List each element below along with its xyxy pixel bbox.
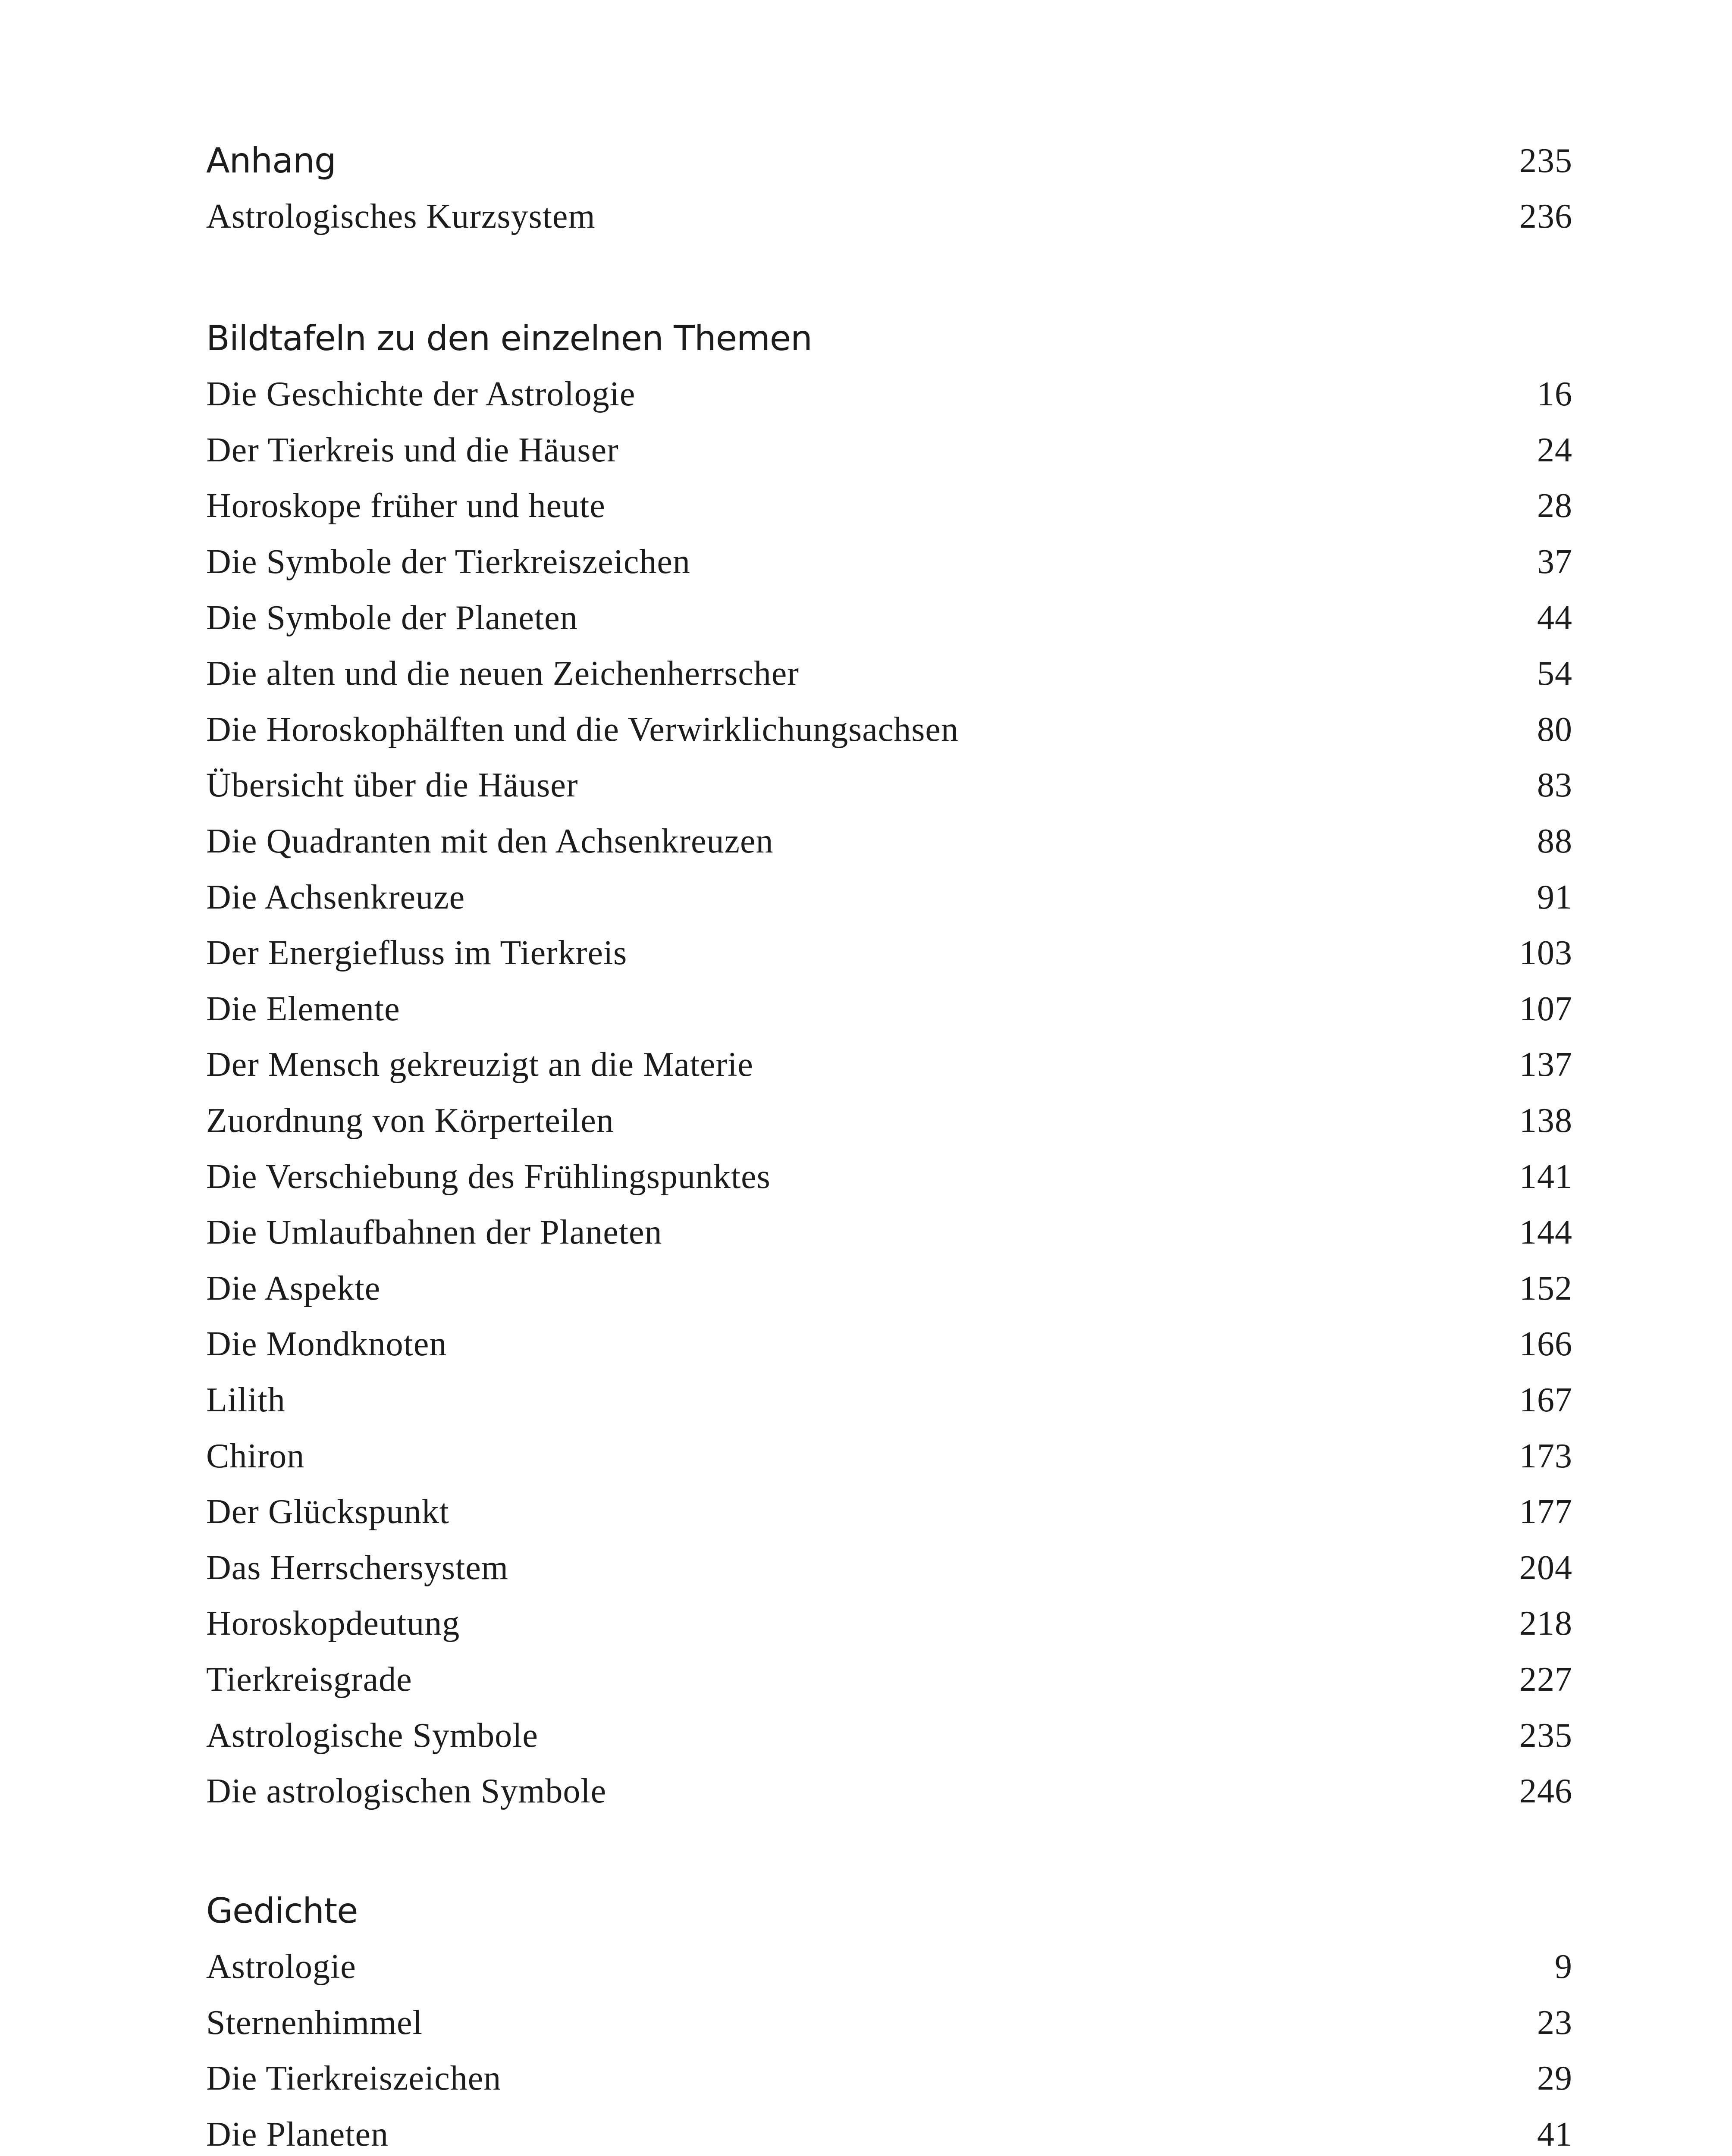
entry-title: Lilith: [206, 1381, 286, 1419]
toc-entry: [206, 1652, 1572, 1708]
toc-entry: [206, 981, 1572, 1037]
toc-entry-list: [206, 1939, 1572, 2156]
toc-entry: [206, 646, 1572, 702]
entry-title: Chiron: [206, 1437, 305, 1475]
entry-title: Die Quadranten mit den Achsenkreuzen: [206, 822, 774, 861]
entry-title: Das Herrschersystem: [206, 1548, 508, 1587]
entry-title: Der Glückspunkt: [206, 1493, 449, 1531]
page-number: 218: [1519, 1604, 1572, 1643]
page-number: 44: [1537, 599, 1572, 637]
toc-entry: [206, 925, 1572, 981]
page-number: 88: [1537, 822, 1572, 861]
toc-entry: [206, 1708, 1572, 1764]
toc-entry: [206, 702, 1572, 758]
toc-entry: [206, 1261, 1572, 1317]
toc-entry-list: [206, 189, 1572, 245]
entry-title: Die Symbole der Tierkreiszeichen: [206, 543, 690, 581]
entry-title: Horoskopdeutung: [206, 1604, 460, 1643]
section-heading-row: [206, 133, 1572, 189]
toc-entry: [206, 1205, 1572, 1261]
page-number: 177: [1519, 1493, 1572, 1531]
entry-title: Zuordnung von Körperteilen: [206, 1102, 614, 1140]
page-number: 246: [1519, 1772, 1572, 1811]
page-number: 29: [1537, 2059, 1572, 2098]
section-heading: Gedichte: [206, 1891, 358, 1931]
entry-title: Der Energiefluss im Tierkreis: [206, 934, 628, 972]
toc-section-gedichte: [206, 1883, 1572, 2156]
page-number: 167: [1519, 1381, 1572, 1419]
toc-entry: [206, 1037, 1572, 1093]
toc-entry: [206, 2107, 1572, 2156]
page-number: 236: [1519, 197, 1572, 236]
page-number: 204: [1519, 1548, 1572, 1587]
entry-title: Die Mondknoten: [206, 1325, 447, 1363]
entry-title: Die alten und die neuen Zeichenherrscher: [206, 655, 799, 693]
entry-title: Die Achsenkreuze: [206, 878, 465, 916]
entry-title: Übersicht über die Häuser: [206, 766, 578, 805]
toc-entry: [206, 1428, 1572, 1484]
page-number: 9: [1555, 1948, 1572, 1986]
toc-entry-list: [206, 367, 1572, 1819]
toc-entry: [206, 590, 1572, 646]
toc-entry: [206, 1149, 1572, 1205]
page-number: 235: [1519, 141, 1572, 180]
entry-title: Die Horoskophälften und die Verwirklichungsachsen: [206, 710, 959, 749]
page-number: 141: [1519, 1157, 1572, 1196]
page-number: 166: [1519, 1325, 1572, 1363]
page-number: 173: [1519, 1437, 1572, 1475]
entry-title: Horoskope früher und heute: [206, 487, 606, 525]
page-number: 24: [1537, 431, 1572, 469]
page-number: 16: [1537, 375, 1572, 414]
entry-title: Astrologie: [206, 1948, 356, 1986]
toc-entry: [206, 1540, 1572, 1596]
toc-entry: [206, 423, 1572, 479]
toc-entry: [206, 367, 1572, 423]
entry-title: Der Mensch gekreuzigt an die Materie: [206, 1046, 753, 1084]
entry-title: Die Umlaufbahnen der Planeten: [206, 1213, 662, 1252]
toc-entry: [206, 814, 1572, 870]
toc-entry: [206, 2051, 1572, 2107]
toc-entry: [206, 189, 1572, 245]
entry-title: Tierkreisgrade: [206, 1660, 412, 1698]
entry-title: Astrologische Symbole: [206, 1716, 538, 1755]
toc-entry: [206, 758, 1572, 814]
entry-title: Sternenhimmel: [206, 2003, 423, 2042]
entry-title: Die Symbole der Planeten: [206, 599, 578, 637]
toc-entry: [206, 1093, 1572, 1149]
toc-entry: [206, 1484, 1572, 1540]
toc-section-bildtafeln: [206, 310, 1572, 1819]
toc-entry: [206, 1939, 1572, 1995]
toc-entry: [206, 1373, 1572, 1429]
page-number: 152: [1519, 1269, 1572, 1307]
page-number: 107: [1519, 990, 1572, 1028]
entry-title: Die Tierkreiszeichen: [206, 2059, 502, 2098]
toc-entry: [206, 1995, 1572, 2051]
page-number: 235: [1519, 1716, 1572, 1755]
page-number: 91: [1537, 878, 1572, 916]
toc-entry: [206, 1316, 1572, 1373]
entry-title: Die Elemente: [206, 990, 400, 1028]
section-heading: Anhang: [206, 141, 336, 181]
toc-section-anhang: [206, 133, 1572, 245]
toc-entry: [206, 1596, 1572, 1652]
page-number: 37: [1537, 543, 1572, 581]
entry-title: Die Planeten: [206, 2115, 389, 2154]
entry-title: Die astrologischen Symbole: [206, 1772, 607, 1811]
page-number: 138: [1519, 1102, 1572, 1140]
entry-title: Die Geschichte der Astrologie: [206, 375, 636, 414]
page-number: 227: [1519, 1660, 1572, 1698]
page-number: 144: [1519, 1213, 1572, 1252]
page-number: 23: [1537, 2003, 1572, 2042]
page-number: 137: [1519, 1046, 1572, 1084]
entry-title: Die Aspekte: [206, 1269, 381, 1307]
toc-entry: [206, 869, 1572, 925]
page-number: 83: [1537, 766, 1572, 805]
page-number: 80: [1537, 710, 1572, 749]
page-number: 41: [1537, 2115, 1572, 2154]
toc-entry: [206, 478, 1572, 534]
toc-entry: [206, 1764, 1572, 1820]
entry-title: Astrologisches Kurzsystem: [206, 197, 596, 236]
section-heading: Bildtafeln zu den einzelnen Themen: [206, 318, 812, 358]
entry-title: Die Verschiebung des Frühlingspunktes: [206, 1157, 771, 1196]
toc-entry: [206, 534, 1572, 590]
page-number: 54: [1537, 655, 1572, 693]
page-number: 103: [1519, 934, 1572, 972]
page-number: 28: [1537, 487, 1572, 525]
entry-title: Der Tierkreis und die Häuser: [206, 431, 619, 469]
